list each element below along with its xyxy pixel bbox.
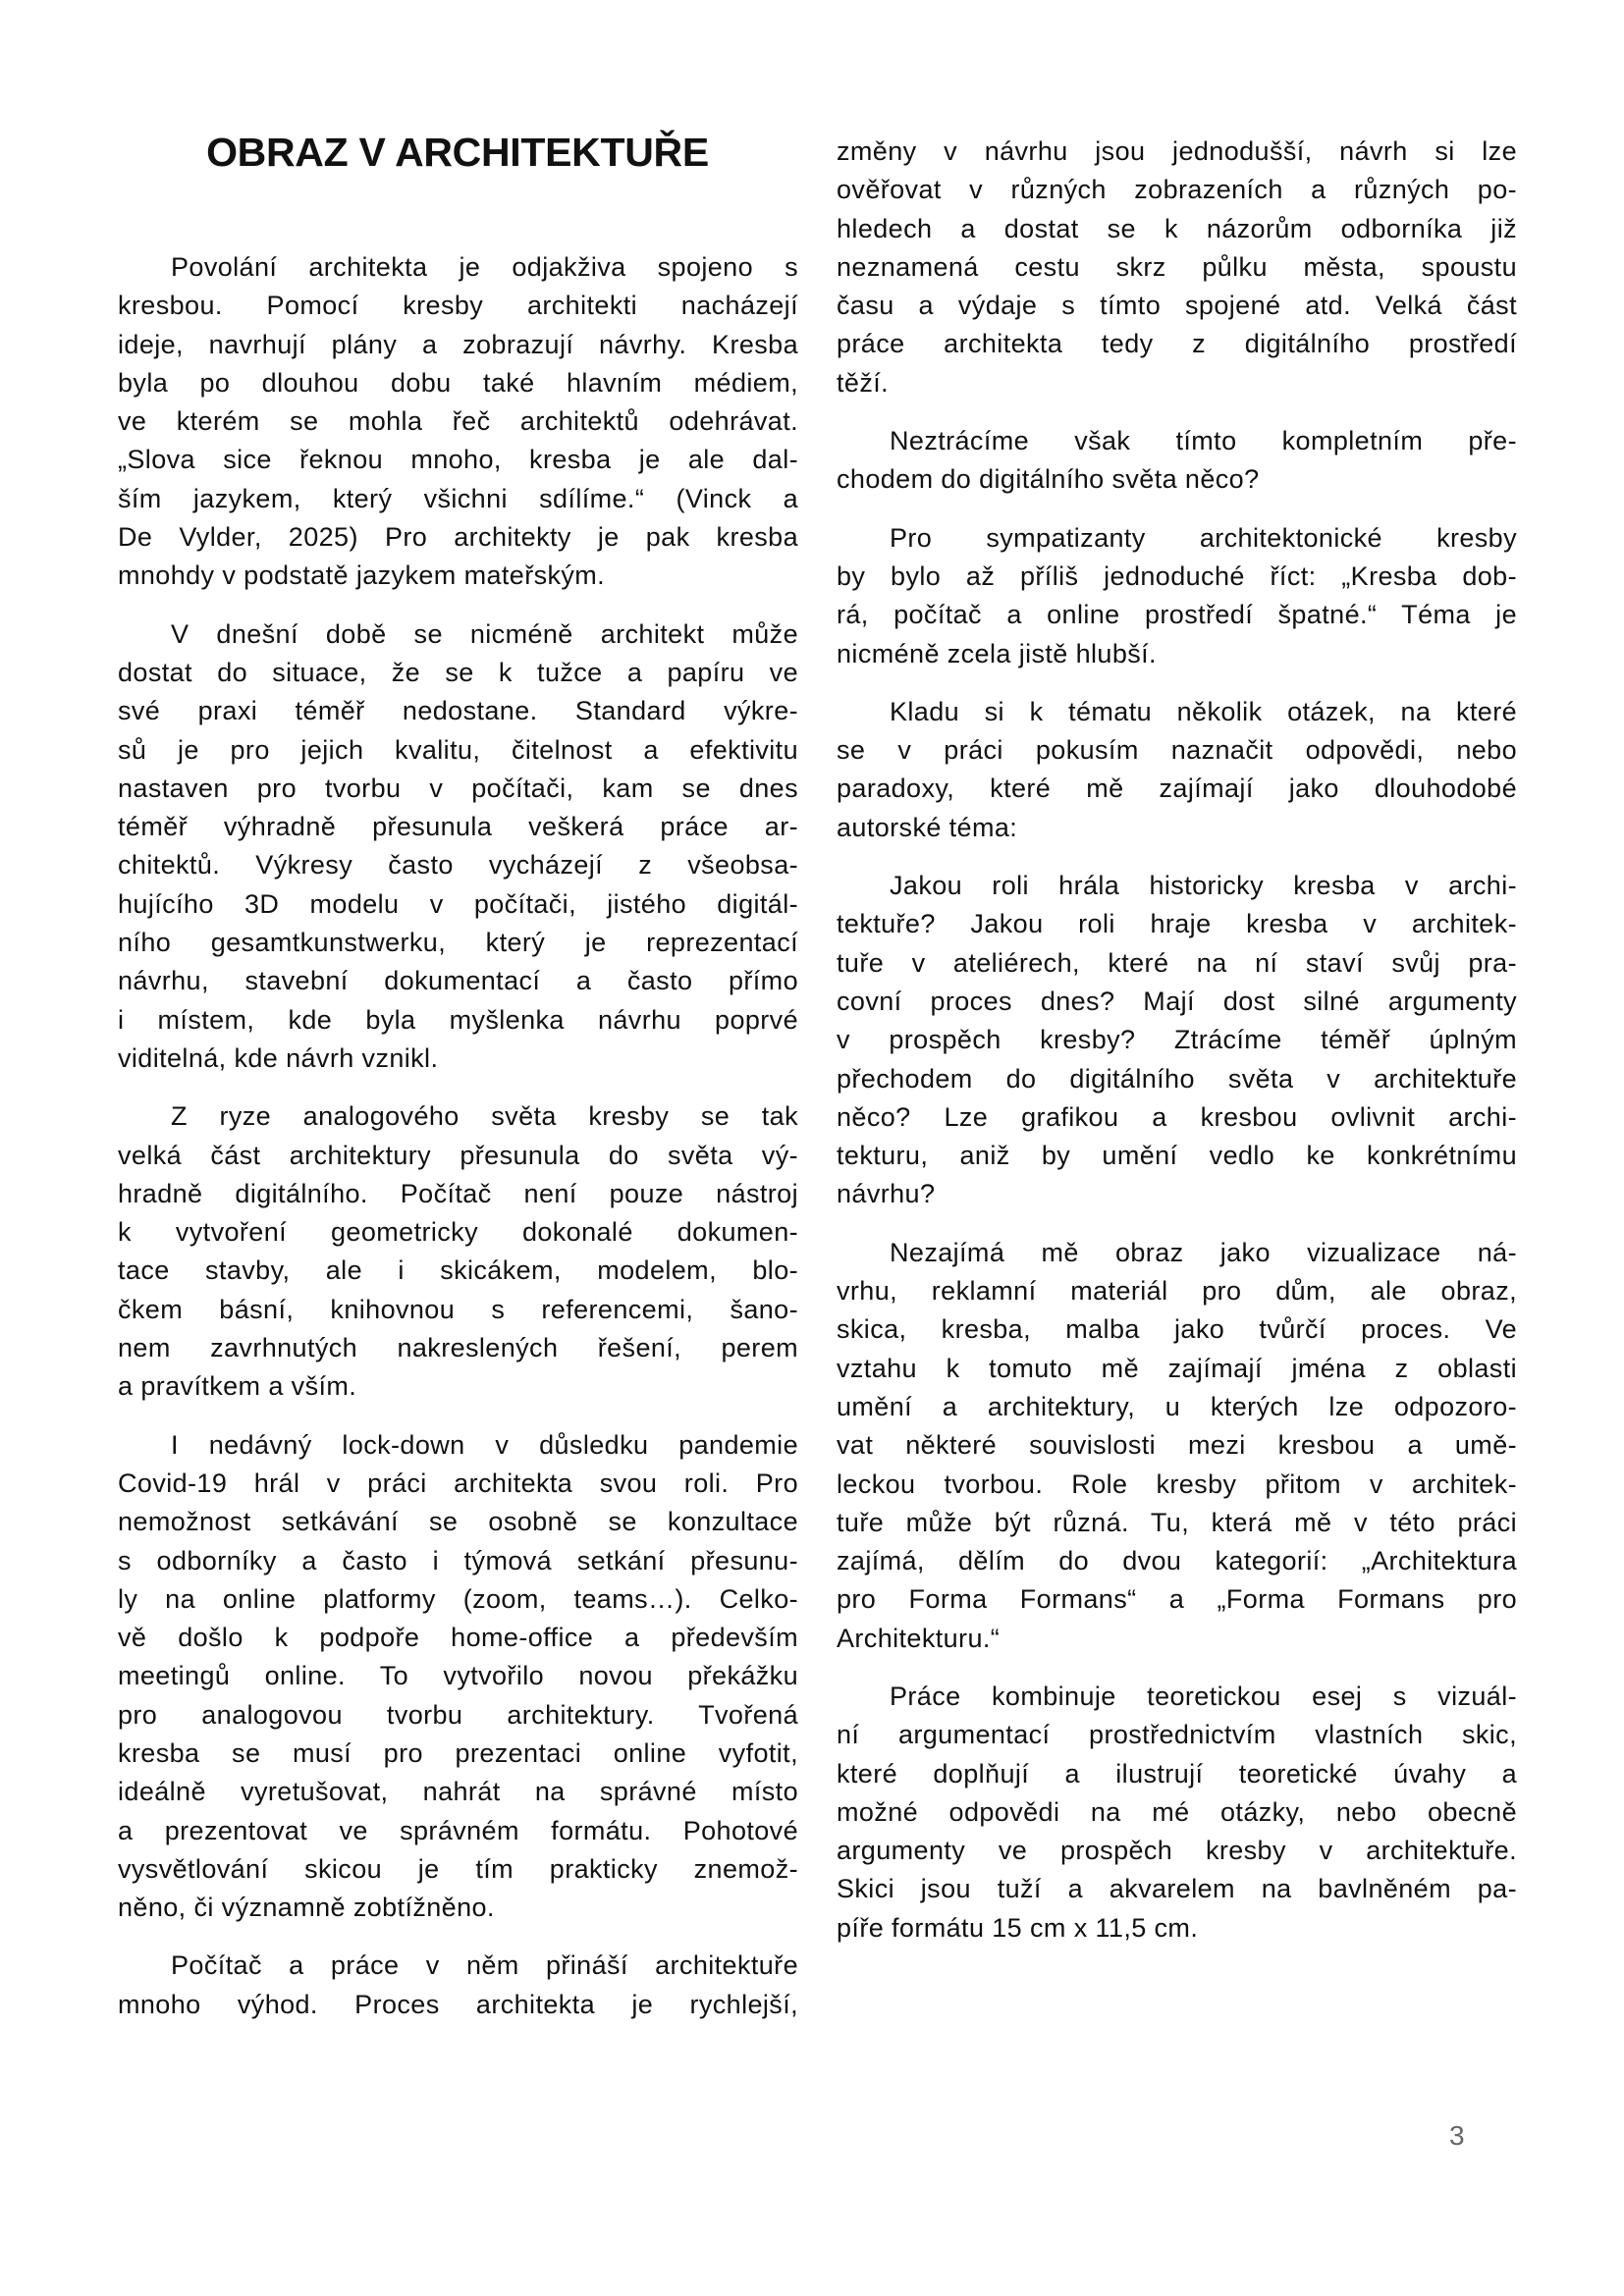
text-line: autorské téma:: [837, 812, 1018, 842]
text-line: tektuře? Jakou roli hraje kresba v architek-: [837, 909, 1517, 939]
text-line: tuře v ateliérech, které na ní staví svůj pra-: [837, 947, 1517, 978]
text-line: paradoxy, které mě zajímají jako dlouhodobé: [837, 774, 1517, 804]
text-line: Jakou roli hrála historicky kresba v archi-: [890, 871, 1517, 901]
text-line: chodem do digitálního světa něco?: [837, 464, 1260, 495]
text-line: vysvětlování skicou je tím prakticky znemož-: [118, 1853, 798, 1884]
text-line: změny v návrhu jsou jednodušší, návrh si lze: [837, 136, 1517, 166]
paragraph: [118, 1097, 798, 1406]
text-line: ly na online platformy (zoom, teams…). Celko-: [118, 1583, 798, 1614]
paragraph: [837, 422, 1517, 500]
text-line: zajímá, dělím do dvou kategorií: „Architektura: [837, 1546, 1517, 1576]
text-line: leckou tvorbou. Role kresby přitom v architek-: [837, 1468, 1517, 1499]
text-line: by bylo až příliš jednoduché říct: „Kresba dob-: [837, 561, 1517, 591]
text-line: píře formátu 15 cm x 11,5 cm.: [837, 1912, 1199, 1943]
text-line: své praxi téměř nedostane. Standard výkre-: [118, 696, 798, 726]
text-line: Povolání architekta je odjakživa spojeno s: [171, 252, 798, 282]
text-line: Covid-19 hrál v práci architekta svou roli. Pro: [118, 1468, 798, 1498]
text-line: téměř výhradně přesunula veškerá práce ar-: [118, 812, 798, 842]
text-line: kresbou. Pomocí kresby architekti nacházejí: [118, 291, 798, 321]
text-line: Architekturu.“: [837, 1623, 1001, 1653]
text-line: Z ryze analogového světa kresby se tak: [171, 1101, 798, 1132]
text-line: kresba se musí pro prezentaci online vyfotit,: [118, 1737, 798, 1768]
text-line: ideje, navrhují plány a zobrazují návrhy. Kresba: [118, 329, 798, 359]
text-line: s odborníky a často i týmová setkání přesunu-: [118, 1545, 798, 1575]
text-line: viditelná, kde návrh vznikl.: [118, 1042, 439, 1073]
text-line: něno, či významně zobtížněno.: [118, 1893, 495, 1923]
text-line: k vytvoření geometricky dokonalé dokumen-: [118, 1217, 798, 1248]
text-line: nicméně zcela jistě hlubší.: [837, 638, 1157, 668]
text-line: vat některé souvislosti mezi kresbou a umě-: [837, 1430, 1517, 1461]
text-line: meetingů online. To vytvořilo novou překážku: [118, 1661, 798, 1691]
text-line: Práce kombinuje teoretickou esej s vizuál-: [890, 1681, 1517, 1711]
text-line: hradně digitálního. Počítač není pouze nástroj: [118, 1178, 798, 1208]
text-line: ověřovat v různých zobrazeních a různých po-: [837, 175, 1517, 205]
text-line: tekturu, aniž by umění vedlo ke konkrétnímu: [837, 1141, 1517, 1171]
text-line: nem zavrhnutých nakreslených řešení, perem: [118, 1333, 798, 1363]
text-line: a pravítkem a vším.: [118, 1371, 357, 1402]
text-line: Pro sympatizanty architektonické kresby: [890, 522, 1517, 553]
text-line: čkem básní, knihovnou s referencemi, šano-: [118, 1294, 798, 1324]
text-line: neznamená cestu skrz půlku města, spoustu: [837, 251, 1517, 282]
text-line: Počítač a práce v něm přináší architektuře: [171, 1950, 798, 1981]
text-line: vě došlo k podpoře home-office a především: [118, 1623, 798, 1653]
text-line: chitektů. Výkresy často vycházejí z všeobsa-: [118, 850, 798, 881]
text-line: ního gesamtkunstwerku, který je reprezentací: [118, 928, 798, 958]
text-line: mnohdy v podstatě jazykem mateřským.: [118, 561, 606, 591]
text-line: ším jazykem, který všichni sdílíme.“ (Vinck a: [118, 483, 798, 513]
text-line: mnoho výhod. Proces architekta je rychlejší,: [118, 1989, 798, 2019]
text-line: něco? Lze grafikou a kresbou ovlivnit archi-: [837, 1101, 1517, 1132]
text-line: hujícího 3D modelu v počítači, jistého digitál-: [118, 888, 798, 919]
text-line: sů je pro jejich kvalitu, čitelnost a efektivitu: [118, 734, 798, 765]
text-line: možné odpovědi na mé otázky, nebo obecně: [837, 1796, 1517, 1827]
text-line: v prospěch kresby? Ztrácíme téměř úplným: [837, 1025, 1517, 1055]
text-line: nastaven pro tvorbu v počítači, kam se dnes: [118, 773, 798, 803]
text-line: I nedávný lock-down v důsledku pandemie: [171, 1429, 798, 1460]
text-line: vrhu, reklamní materiál pro dům, ale obraz,: [837, 1276, 1517, 1307]
text-line: hledech a dostat se k názorům odborníka již: [837, 213, 1517, 243]
text-line: tace stavby, ale i skicákem, modelem, blo-: [118, 1255, 798, 1286]
text-line: ve kterém se mohla řeč architektů odehrávat.: [118, 406, 798, 437]
left-column: [118, 248, 798, 2044]
text-line: V dnešní době se nicméně architekt může: [171, 618, 798, 649]
paragraph: [118, 248, 798, 596]
paragraph: [837, 519, 1517, 673]
text-line: Nezajímá mě obraz jako vizualizace ná-: [890, 1237, 1517, 1267]
text-line: De Vylder, 2025) Pro architekty je pak kresba: [118, 522, 798, 553]
text-line: tuře může být různá. Tu, která mě v této práci: [837, 1507, 1517, 1537]
text-line: pro Forma Formans“ a „Forma Formans pro: [837, 1584, 1517, 1615]
text-line: přechodem do digitálního světa v architektuře: [837, 1063, 1517, 1094]
text-line: Skici jsou tuží a akvarelem na bavlněném pa-: [837, 1874, 1517, 1904]
text-line: ní argumentací prostřednictvím vlastních skic,: [837, 1720, 1517, 1750]
text-line: ideálně vyretušovat, nahrát na správné místo: [118, 1777, 798, 1807]
text-line: covní proces dnes? Mají dost silné argumenty: [837, 986, 1517, 1016]
text-line: které doplňují a ilustrují teoretické úvahy a: [837, 1758, 1517, 1789]
text-line: Neztrácíme však tímto kompletním pře-: [890, 426, 1517, 456]
text-line: i místem, kde byla myšlenka návrhu poprvé: [118, 1004, 798, 1035]
text-line: „Slova sice řeknou mnoho, kresba je ale dal-: [118, 445, 798, 475]
text-line: práce architekta tedy z digitálního prostředí: [837, 329, 1517, 359]
text-line: vztahu k tomuto mě zajímají jména z oblasti: [837, 1353, 1517, 1383]
text-line: velká část architektury přesunula do světa vý-: [118, 1140, 798, 1170]
text-line: se v práci pokusím naznačit odpovědi, nebo: [837, 735, 1517, 766]
text-line: skica, kresba, malba jako tvůrčí proces. Ve: [837, 1314, 1517, 1345]
right-column: [837, 133, 1517, 1967]
paragraph: [837, 1234, 1517, 1658]
page-title: OBRAZ V ARCHITEKTUŘE: [206, 130, 709, 175]
text-line: těží.: [837, 367, 890, 398]
text-line: návrhu, stavební dokumentací a často přímo: [118, 966, 798, 996]
text-line: argumenty ve prospěch kresby v architektuře.: [837, 1836, 1517, 1866]
text-line: dostat do situace, že se k tužce a papíru ve: [118, 657, 798, 687]
text-line: a prezentovat ve správném formátu. Pohotové: [118, 1815, 798, 1845]
paragraph: [837, 1678, 1517, 1948]
paragraph: [118, 1426, 798, 1928]
text-line: umění a architektury, u kterých lze odpozoro-: [837, 1391, 1517, 1421]
page-number: 3: [1449, 2120, 1465, 2151]
text-line: byla po dlouhou dobu také hlavním médiem,: [118, 367, 798, 398]
paragraph: [837, 693, 1517, 847]
paragraph: [837, 133, 1517, 402]
text-line: pro analogovou tvorbu architektury. Tvořená: [118, 1699, 798, 1730]
paragraph: [118, 615, 798, 1079]
text-line: Kladu si k tématu několik otázek, na které: [890, 696, 1517, 726]
text-line: návrhu?: [837, 1179, 936, 1209]
text-line: nemožnost setkávání se osobně se konzultace: [118, 1507, 798, 1537]
text-line: rá, počítač a online prostředí špatné.“ Téma je: [837, 600, 1517, 630]
paragraph: [118, 1947, 798, 2024]
paragraph: [837, 867, 1517, 1214]
text-line: času a výdaje s tímto spojené atd. Velká část: [837, 291, 1517, 321]
